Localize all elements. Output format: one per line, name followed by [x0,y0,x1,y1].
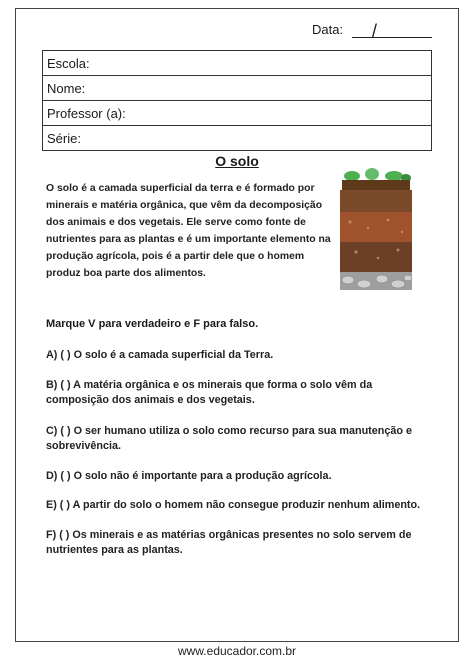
intro-paragraph: O solo é a camada superficial da terra e é formado por minerais e matéria orgânica, que vêm da decomposição dos animais e dos vegetais. Ele serve como fonte de nutrientes para as plantas e é um importante elemento na produção agrícola, pois é a partir dele que o homem produz boa parte dos alimentos. [46,183,331,279]
footer-url: www.educador.com.br [177,644,297,658]
instruction-text: Marque V para verdadeiro e F para falso. [46,318,259,330]
date-line[interactable] [352,37,432,38]
question-f: F) ( ) Os minerais e as matérias orgânicas presentes no solo servem de nutrientes para as plantas. [46,529,412,556]
question-c: C) ( ) O ser humano utiliza o solo como recurso para sua manutenção e sobrevivência. [46,425,412,452]
question-a: A) ( ) O solo é a camada superficial da Terra. [46,349,274,361]
question-b: B) ( ) A matéria orgânica e os minerais que forma o solo vêm da composição dos animais e dos vegetais. [46,379,373,406]
field-serie[interactable]: Série: [43,126,432,151]
question-e: E) ( ) A partir do solo o homem não consegue produzir nenhum alimento. [46,499,421,511]
field-professor[interactable]: Professor (a): [43,101,432,126]
grass-icon [344,168,411,182]
field-nome[interactable]: Nome: [43,76,432,101]
info-table [42,50,432,151]
soil-layers-image [338,166,414,294]
question-d: D) ( ) O solo não é importante para a produção agrícola. [46,470,332,482]
page-title: O solo [215,153,259,169]
field-escola[interactable]: Escola: [43,51,432,76]
date-label: Data: [312,22,344,37]
date-slash: / [372,21,378,41]
